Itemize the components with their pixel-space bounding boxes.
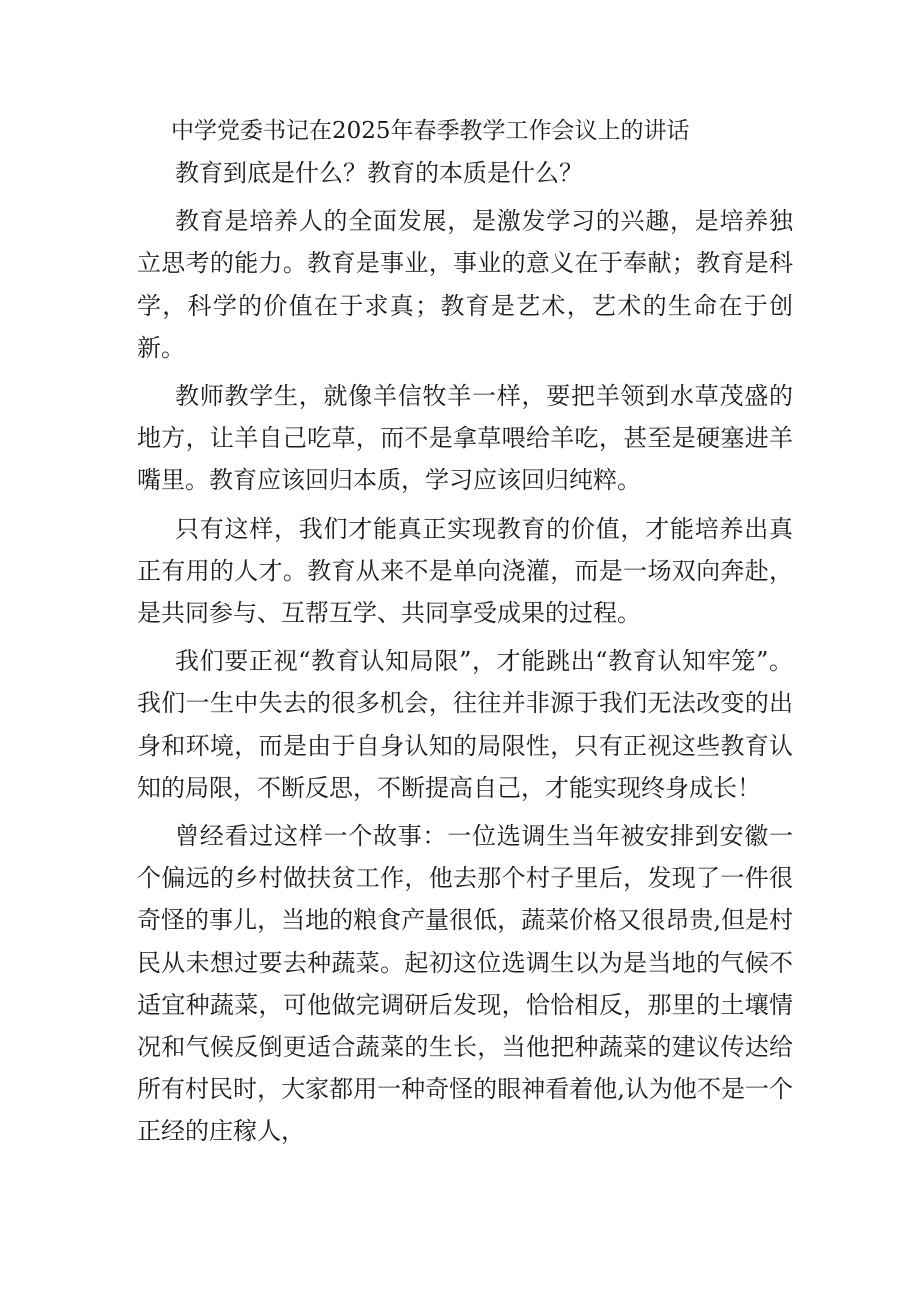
paragraph-cognition: 我们要正视“教育认知局限”，才能跳出“教育认知牢笼”。我们一生中失去的很多机会，往往并非源于我们无法改变的出身和环境，而是由于自身认知的局限性，只有正视这些教育认知的局限，不断反思，不断提高自己，才能实现终身成长！ xyxy=(137,647,793,802)
paragraph-shepherd: 教师教学生，就像羊信牧羊一样，要把羊领到水草茂盛的地方，让羊自己吃草，而不是拿草喂给羊吃，甚至是硬塞进羊嘴里。教育应该回归本质，学习应该回归纯粹。 xyxy=(137,382,793,495)
paragraph-story: 曾经看过这样一个故事：一位选调生当年被安排到安徽一个偏远的乡村做扶贫工作，他去那个村子里后，发现了一件很奇怪的事儿，当地的粮食产量很低，蔬菜价格又很昂贵,但是村民从未想过要去种蔬菜。起初这位选调生以为是当地的气候不适宜种蔬菜，可他做完调研后发现，恰恰相反，那里的土壤情况和气候反倒更适合蔬菜的生长，当他把种蔬菜的建议传达给所有村民时，大家都用一种奇怪的眼神看着他,认为他不是一个正经的庄稼人， xyxy=(137,822,793,1146)
paragraph-essence: 教育是培养人的全面发展，是激发学习的兴趣，是培养独立思考的能力。教育是事业，事业的意义在于奉献；教育是科学，科学的价值在于求真；教育是艺术，艺术的生命在于创新。 xyxy=(137,207,793,362)
document-body xyxy=(137,112,793,1153)
paragraph-value: 只有这样，我们才能真正实现教育的价值，才能培养出真正有用的人才。教育从来不是单向浇灌，而是一场双向奔赴，是共同参与、互帮互学、共同享受成果的过程。 xyxy=(137,514,793,628)
document-title: 中学党委书记在2025年春季教学工作会议上的讲话 xyxy=(171,118,690,144)
paragraph-question: 教育到底是什么？教育的本质是什么？ xyxy=(175,159,583,187)
